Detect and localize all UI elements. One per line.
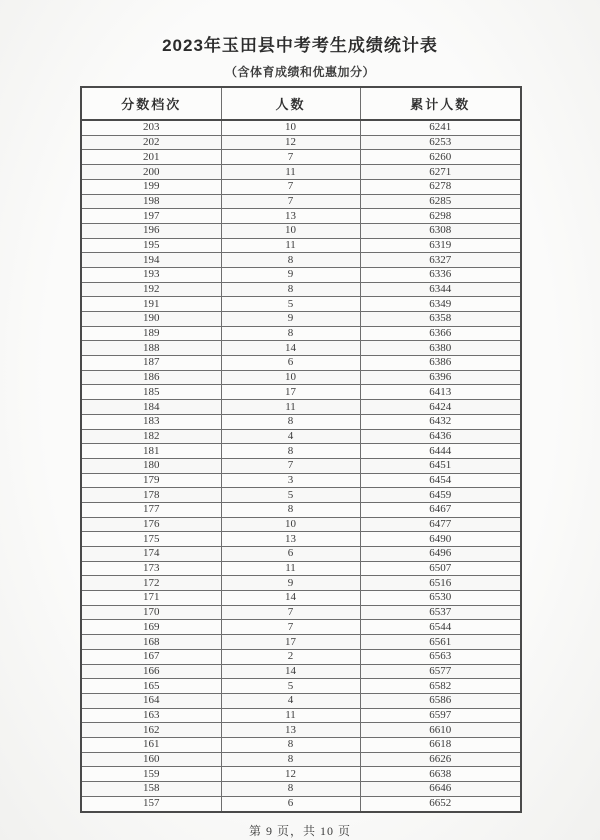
count-cell: 12: [221, 135, 360, 150]
score-level-cell: 167: [81, 649, 221, 664]
cumulative-count-cell: 6253: [360, 135, 521, 150]
cumulative-count-cell: 6544: [360, 620, 521, 635]
score-level-cell: 170: [81, 605, 221, 620]
cumulative-count-cell: 6285: [360, 194, 521, 209]
score-level-cell: 166: [81, 664, 221, 679]
count-cell: 14: [221, 664, 360, 679]
count-cell: 11: [221, 238, 360, 253]
cumulative-count-cell: 6516: [360, 576, 521, 591]
score-level-cell: 158: [81, 782, 221, 797]
cumulative-count-cell: 6582: [360, 679, 521, 694]
count-cell: 8: [221, 444, 360, 459]
table-row: [81, 605, 521, 620]
table-row: [81, 209, 521, 224]
col-header-count: 人数: [221, 87, 360, 120]
table-row: [81, 693, 521, 708]
cumulative-count-cell: 6652: [360, 796, 521, 812]
count-cell: 13: [221, 532, 360, 547]
count-cell: 4: [221, 429, 360, 444]
count-cell: 13: [221, 209, 360, 224]
table-row: [81, 194, 521, 209]
cumulative-count-cell: 6638: [360, 767, 521, 782]
cumulative-count-cell: 6336: [360, 267, 521, 282]
table-row: [81, 150, 521, 165]
cumulative-count-cell: 6432: [360, 414, 521, 429]
score-level-cell: 179: [81, 473, 221, 488]
table-row: [81, 223, 521, 238]
count-cell: 11: [221, 561, 360, 576]
score-level-cell: 180: [81, 458, 221, 473]
score-level-cell: 193: [81, 267, 221, 282]
count-cell: 7: [221, 150, 360, 165]
cumulative-count-cell: 6271: [360, 165, 521, 180]
count-cell: 14: [221, 341, 360, 356]
page-footer: 第 9 页，共 10 页: [248, 824, 351, 838]
cumulative-count-cell: 6278: [360, 179, 521, 194]
table-row: [81, 341, 521, 356]
table-row: [81, 752, 521, 767]
cumulative-count-cell: 6358: [360, 312, 521, 327]
table-row: [81, 723, 521, 738]
cumulative-count-cell: 6477: [360, 517, 521, 532]
count-cell: 6: [221, 356, 360, 371]
score-level-cell: 194: [81, 253, 221, 268]
score-level-cell: 187: [81, 356, 221, 371]
count-cell: 10: [221, 120, 360, 135]
count-cell: 5: [221, 488, 360, 503]
cumulative-count-cell: 6424: [360, 400, 521, 415]
score-level-cell: 162: [81, 723, 221, 738]
cumulative-count-cell: 6530: [360, 591, 521, 606]
count-cell: 8: [221, 782, 360, 797]
score-level-cell: 176: [81, 517, 221, 532]
score-level-cell: 185: [81, 385, 221, 400]
table-row: [81, 312, 521, 327]
score-level-cell: 202: [81, 135, 221, 150]
cumulative-count-cell: 6349: [360, 297, 521, 312]
table-row: [81, 502, 521, 517]
page-subtitle: （含体育成绩和优惠加分）: [224, 65, 375, 79]
cumulative-count-cell: 6459: [360, 488, 521, 503]
score-level-cell: 182: [81, 429, 221, 444]
score-level-cell: 165: [81, 679, 221, 694]
cumulative-count-cell: 6496: [360, 547, 521, 562]
count-cell: 5: [221, 297, 360, 312]
count-cell: 10: [221, 370, 360, 385]
table-row: [81, 120, 521, 135]
cumulative-count-cell: 6507: [360, 561, 521, 576]
count-cell: 2: [221, 649, 360, 664]
score-level-cell: 159: [81, 767, 221, 782]
table-row: [81, 165, 521, 180]
score-level-cell: 199: [81, 179, 221, 194]
table-row: [81, 664, 521, 679]
table-row: [81, 297, 521, 312]
score-level-cell: 196: [81, 223, 221, 238]
table-row: [81, 737, 521, 752]
score-table: [80, 86, 522, 813]
table-row: [81, 591, 521, 606]
score-level-cell: 168: [81, 635, 221, 650]
score-level-cell: 160: [81, 752, 221, 767]
cumulative-count-cell: 6298: [360, 209, 521, 224]
cumulative-count-cell: 6561: [360, 635, 521, 650]
count-cell: 7: [221, 179, 360, 194]
cumulative-count-cell: 6626: [360, 752, 521, 767]
table-row: [81, 517, 521, 532]
table-row: [81, 356, 521, 371]
score-level-cell: 178: [81, 488, 221, 503]
count-cell: 17: [221, 385, 360, 400]
table-row: [81, 473, 521, 488]
count-cell: 8: [221, 326, 360, 341]
score-level-cell: 171: [81, 591, 221, 606]
header-row: [81, 87, 521, 120]
cumulative-count-cell: 6396: [360, 370, 521, 385]
score-level-cell: 183: [81, 414, 221, 429]
count-cell: 8: [221, 414, 360, 429]
cumulative-count-cell: 6308: [360, 223, 521, 238]
cumulative-count-cell: 6260: [360, 150, 521, 165]
count-cell: 8: [221, 752, 360, 767]
table-row: [81, 547, 521, 562]
table-row: [81, 796, 521, 812]
table-row: [81, 444, 521, 459]
score-level-cell: 164: [81, 693, 221, 708]
table-row: [81, 561, 521, 576]
score-level-cell: 174: [81, 547, 221, 562]
count-cell: 7: [221, 194, 360, 209]
count-cell: 14: [221, 591, 360, 606]
cumulative-count-cell: 6563: [360, 649, 521, 664]
count-cell: 11: [221, 400, 360, 415]
score-level-cell: 175: [81, 532, 221, 547]
cumulative-count-cell: 6467: [360, 502, 521, 517]
count-cell: 7: [221, 605, 360, 620]
score-level-cell: 188: [81, 341, 221, 356]
score-level-cell: 177: [81, 502, 221, 517]
table-row: [81, 370, 521, 385]
count-cell: 9: [221, 576, 360, 591]
table-row: [81, 282, 521, 297]
count-cell: 8: [221, 282, 360, 297]
score-level-cell: 191: [81, 297, 221, 312]
score-level-cell: 157: [81, 796, 221, 812]
table-row: [81, 400, 521, 415]
table-row: [81, 708, 521, 723]
table-row: [81, 782, 521, 797]
count-cell: 3: [221, 473, 360, 488]
table-row: [81, 267, 521, 282]
page-title: 2023年玉田县中考考生成绩统计表: [162, 36, 438, 55]
cumulative-count-cell: 6610: [360, 723, 521, 738]
table-row: [81, 429, 521, 444]
table-row: [81, 135, 521, 150]
score-level-cell: 197: [81, 209, 221, 224]
cumulative-count-cell: 6319: [360, 238, 521, 253]
cumulative-count-cell: 6597: [360, 708, 521, 723]
cumulative-count-cell: 6490: [360, 532, 521, 547]
score-table-header: [81, 87, 521, 120]
col-header-score-level: 分数档次: [81, 87, 221, 120]
score-table-body: [81, 120, 521, 812]
table-row: [81, 385, 521, 400]
cumulative-count-cell: 6366: [360, 326, 521, 341]
table-row: [81, 458, 521, 473]
count-cell: 5: [221, 679, 360, 694]
table-row: [81, 253, 521, 268]
cumulative-count-cell: 6327: [360, 253, 521, 268]
table-row: [81, 326, 521, 341]
col-header-cumulative-count: 累计人数: [360, 87, 521, 120]
cumulative-count-cell: 6537: [360, 605, 521, 620]
score-level-cell: 189: [81, 326, 221, 341]
count-cell: 4: [221, 693, 360, 708]
count-cell: 6: [221, 796, 360, 812]
count-cell: 11: [221, 708, 360, 723]
score-level-cell: 172: [81, 576, 221, 591]
score-level-cell: 203: [81, 120, 221, 135]
score-level-cell: 161: [81, 737, 221, 752]
cumulative-count-cell: 6451: [360, 458, 521, 473]
count-cell: 7: [221, 620, 360, 635]
table-row: [81, 649, 521, 664]
score-level-cell: 200: [81, 165, 221, 180]
cumulative-count-cell: 6436: [360, 429, 521, 444]
count-cell: 8: [221, 253, 360, 268]
count-cell: 9: [221, 312, 360, 327]
count-cell: 9: [221, 267, 360, 282]
count-cell: 8: [221, 502, 360, 517]
score-level-cell: 198: [81, 194, 221, 209]
score-level-cell: 169: [81, 620, 221, 635]
cumulative-count-cell: 6344: [360, 282, 521, 297]
table-row: [81, 488, 521, 503]
table-row: [81, 620, 521, 635]
score-level-cell: 173: [81, 561, 221, 576]
table-row: [81, 532, 521, 547]
score-level-cell: 186: [81, 370, 221, 385]
cumulative-count-cell: 6454: [360, 473, 521, 488]
score-level-cell: 190: [81, 312, 221, 327]
table-row: [81, 179, 521, 194]
score-level-cell: 195: [81, 238, 221, 253]
count-cell: 11: [221, 165, 360, 180]
cumulative-count-cell: 6413: [360, 385, 521, 400]
table-row: [81, 576, 521, 591]
score-level-cell: 163: [81, 708, 221, 723]
cumulative-count-cell: 6646: [360, 782, 521, 797]
count-cell: 13: [221, 723, 360, 738]
cumulative-count-cell: 6586: [360, 693, 521, 708]
cumulative-count-cell: 6577: [360, 664, 521, 679]
count-cell: 10: [221, 517, 360, 532]
table-row: [81, 238, 521, 253]
cumulative-count-cell: 6386: [360, 356, 521, 371]
table-row: [81, 679, 521, 694]
score-level-cell: 201: [81, 150, 221, 165]
count-cell: 10: [221, 223, 360, 238]
cumulative-count-cell: 6241: [360, 120, 521, 135]
count-cell: 12: [221, 767, 360, 782]
score-level-cell: 181: [81, 444, 221, 459]
cumulative-count-cell: 6444: [360, 444, 521, 459]
table-row: [81, 767, 521, 782]
count-cell: 7: [221, 458, 360, 473]
table-row: [81, 635, 521, 650]
score-level-cell: 192: [81, 282, 221, 297]
cumulative-count-cell: 6380: [360, 341, 521, 356]
count-cell: 17: [221, 635, 360, 650]
count-cell: 6: [221, 547, 360, 562]
count-cell: 8: [221, 737, 360, 752]
score-level-cell: 184: [81, 400, 221, 415]
cumulative-count-cell: 6618: [360, 737, 521, 752]
table-row: [81, 414, 521, 429]
